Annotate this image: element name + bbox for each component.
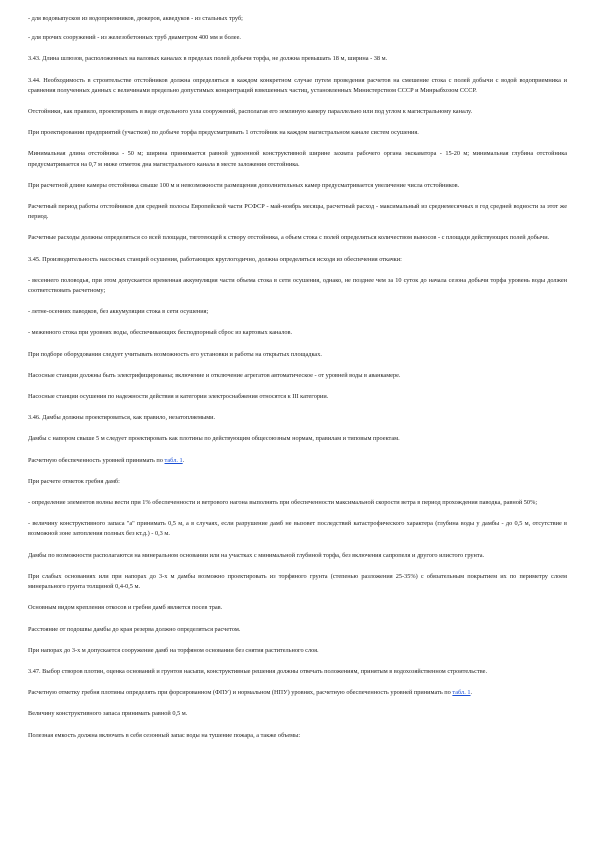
paragraph: - летне-осенних паводков, без аккумуляции стока в сети осушения; bbox=[28, 308, 209, 316]
paragraph: Насосные станции осушения по надежности действия и категории электроснабжения относятся к III категории. bbox=[28, 393, 329, 401]
paragraph: - величину конструктивного запаса "а" принимать 0,5 м, а в случаях, если разрушение дамб не вызовет последствий катастрофического характера (глубина воды у дамбы - до 0,5 м, отсутствие в возможной зоне затопления полных без кт.д.) - 0,3 м. bbox=[28, 520, 567, 538]
table-1-link[interactable]: табл. 1 bbox=[164, 456, 183, 464]
paragraph: - меженного стока при уровнях воды, обеспечивающих бесподпорный сброс из картовых каналов. bbox=[28, 329, 293, 337]
paragraph: При подборе оборудования следует учитывать возможность его установки и работы на открытых площадках. bbox=[28, 350, 322, 358]
paragraph: 3.44. Необходимость в строительстве отстойников должна определяться в каждом конкретном случае путем проведения расчетов на смешение стока с полей добычи с водой водоприемника и сравнения полученных данных с величинами предельно допустимых концентраций взвешенных частиц, установленных Министерством СССР и Минрыбхозом СССР. bbox=[28, 76, 567, 94]
paragraph: При проектировании предприятий (участков) по добыче торфа предусматривать 1 отстойник на каждом магистральном канале систем осушения. bbox=[28, 129, 419, 137]
paragraph: Расстояние от подошвы дамбы до края резерва должно определяться расчетом. bbox=[28, 625, 241, 633]
paragraph: - весеннего половодья, при этом допускается временная аккумуляция части объема стока в сети осушения, однако, не позднее чем за 10 суток до начала сезона добычи торфа уровень воды должен соответствовать расчетному; bbox=[28, 276, 567, 295]
paragraph: Расчетную отметку гребня плотины определять при форсированном (ФПУ) и нормальном (НПУ) уровнях, расчетную обеспеченность уровней принимать по табл. 1. bbox=[28, 689, 473, 697]
paragraph: Отстойники, как правило, проектировать в виде отдельного узла сооружений, располагая его земляную камеру параллельно или под углом к магистральному каналу. bbox=[28, 108, 473, 116]
paragraph: При слабых основаниях или при напорах до 3-х м дамбы возможно проектировать из торфяного грунта (степенью разложения 25-35%) с обязательным покрытием их по периметру слоем минерального грунта толщиной 0,4-0,5 м. bbox=[28, 572, 567, 591]
paragraph: Расчетную обеспеченность уровней принимать по табл. 1. bbox=[28, 456, 185, 464]
paragraph: - для водовыпусков из водоприемников, дюкеров, акведуков - из стальных труб; bbox=[28, 15, 243, 22]
paragraph: 3.45. Производительность насосных станций осушения, работающих круглогодично, должна определяться исходя из обеспечения откачки: bbox=[28, 255, 402, 263]
paragraph: Насосные станции должны быть электрифицированы; включение и отключение агрегатов автоматическое - от уровней воды в аванкамере. bbox=[28, 371, 401, 379]
paragraph: Величину конструктивного запаса принимать равной 0,5 м. bbox=[28, 710, 188, 718]
paragraph: При напорах до 3-х м допускается сооружение дамб на торфяном основании без снятия растительного слоя. bbox=[28, 646, 319, 654]
paragraph: Дамбы по возможности располагаются на минеральном основании или на участках с минимальной глубиной торфа, без включения сапропеля и другого илистого грунта. bbox=[28, 551, 485, 559]
paragraph: При расчете отметок гребня дамб: bbox=[28, 477, 120, 485]
paragraph: 3.43. Длина шлюзов, расположенных на валовых каналах в пределах полей добычи торфа, не должна превышать 18 м, ширина - 38 м. bbox=[28, 55, 388, 63]
paragraph: Основным видом крепления откосов и гребня дамб является посев трав. bbox=[28, 604, 223, 612]
paragraph: Расчетный период работы отстойников для средней полосы Европейской части РСФСР - май-ноябрь месяцы, расчетный расход - максимальный из среднемесячных в год средней водности за этот же период. bbox=[28, 203, 567, 221]
paragraph: При расчетной длине камеры отстойника свыше 100 м и невозможности размещения дополнительных камер предусматривается увеличение числа отстойников. bbox=[28, 181, 460, 189]
paragraph: Расчетные расходы должны определяться со всей площади, тяготеющей к створу отстойника, а объем стока с полей определяться количеством выносов - с площади действующих полей добычи. bbox=[28, 234, 550, 242]
paragraph: Минимальная длина отстойника - 50 м; ширина принимается равной удвоенной конструктивной ширине захвата рабочего органа экскаватора - 15-20 м; минимальная глубина отстойника предусматривается на 0,7 м ниже отметок дна магистрального канала в месте заложения отстойника. bbox=[28, 150, 567, 168]
table-1-link[interactable]: табл. 1 bbox=[452, 689, 471, 697]
paragraph: 3.46. Дамбы должны проектироваться, как правило, незатопляемыми. bbox=[28, 414, 216, 422]
paragraph: Дамбы с напором свыше 5 м следует проектировать как плотины по действующим общесоюзным нормам, правилам и типовым проектам. bbox=[28, 435, 400, 443]
paragraph: - определение элементов волны вести при 1% обеспеченности и ветрового нагона выполнять при обеспеченности максимальной скорости ветра в период прохождения паводка, равной 50%; bbox=[28, 499, 538, 507]
paragraph: - для прочих сооружений - из железобетонных труб диаметром 400 мм и более. bbox=[28, 34, 241, 42]
paragraph: Полезная емкость должна включать в себя сезонный запас воды на тушение пожара, а также объемы: bbox=[28, 731, 301, 739]
paragraph: 3.47. Выбор створов плотин, оценка оснований и грунтов насыпи, конструктивные решения должны отвечать положениям, принятым в водохозяйственном строительстве. bbox=[28, 667, 488, 675]
